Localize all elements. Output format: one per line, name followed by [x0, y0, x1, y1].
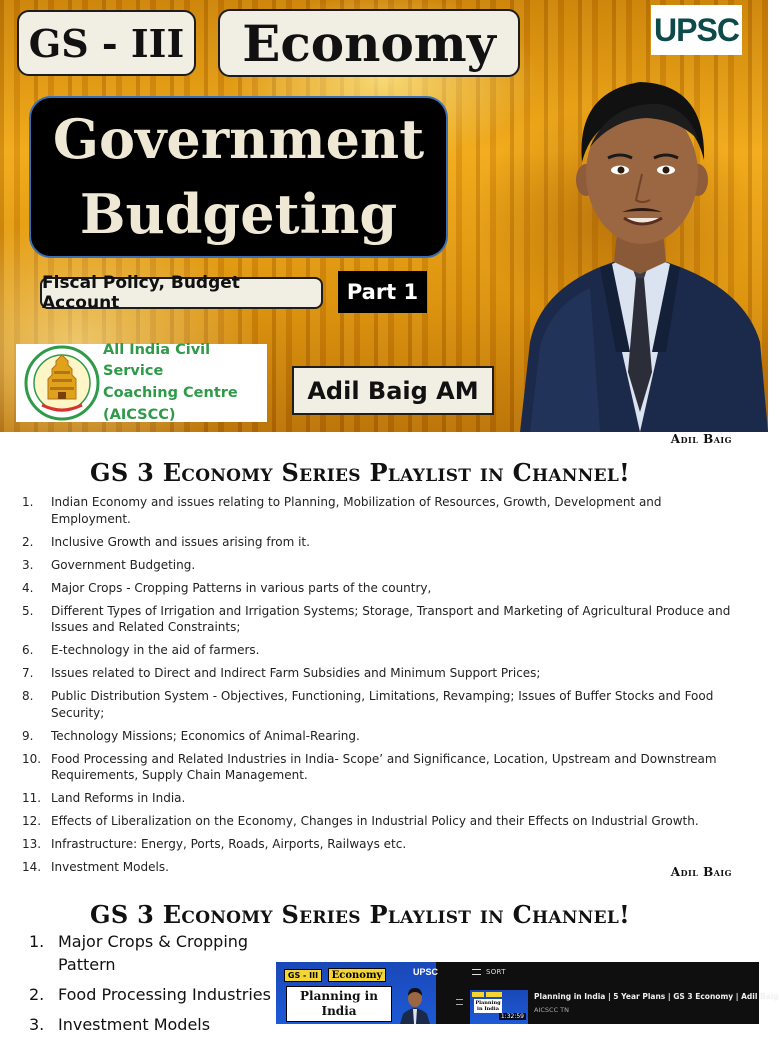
title-banner: [0, 0, 768, 432]
list-item: 1. Major Crops & Cropping Pattern: [29, 932, 249, 974]
list-item: 14. Investment Models.: [22, 860, 169, 874]
author-tag: Adil Baig: [670, 865, 732, 879]
video-channel[interactable]: AICSCC TN: [534, 1006, 570, 1014]
playlist-heading: GS 3 Economy Series Playlist in Channel!: [90, 900, 630, 929]
playlist-heading: GS 3 Economy Series Playlist in Channel!: [90, 458, 630, 487]
list-item: 3. Investment Models: [29, 1015, 211, 1034]
video-thumbnail[interactable]: [470, 990, 528, 1024]
institute-logo: [16, 341, 267, 423]
list-item: 3. Government Budgeting.: [22, 557, 196, 572]
playlist-thumbnail: [276, 962, 439, 1024]
institute-name-line1: All India Civil Service: [103, 341, 211, 380]
list-item: 1. Indian Economy and issues relating to Planning, Mobilization of Resources, Growth, Development and Employment.: [22, 495, 662, 526]
list-item: 13. Infrastructure: Energy, Ports, Roads, Airports, Railways etc.: [22, 837, 407, 851]
institute-name: [103, 340, 267, 427]
list-item: 4. Major Crops - Cropping Patterns in various parts of the country,: [22, 580, 432, 595]
list-item: 2. Inclusive Growth and issues arising from it.: [22, 534, 310, 549]
video-thumbnail-title: Planning in India: [475, 1000, 501, 1012]
playlist-video-row[interactable]: [456, 990, 779, 1020]
topic-title-line2: Budgeting: [79, 182, 398, 246]
thumbnail-subject-tag: Economy: [328, 968, 386, 982]
subject-tag: Economy: [218, 9, 520, 77]
video-title[interactable]: Planning in India | 5 Year Plans | GS 3 Economy | Adil Baig: [534, 992, 779, 1001]
topic-title: [29, 96, 448, 258]
thumbnail-gs-tag: GS - III: [284, 969, 322, 982]
list-item: 11. Land Reforms in India.: [22, 791, 186, 805]
sort-icon: [472, 969, 481, 975]
list-item: 8. Public Distribution System - Objectives, Functioning, Limitations, Revamping; Issues of Buffer Stocks and Food Security;: [22, 689, 714, 720]
presenter-name: Adil Baig AM: [292, 366, 494, 415]
list-item: 6. E-technology in the aid of farmers.: [22, 643, 260, 657]
youtube-playlist-screenshot: [276, 962, 779, 1024]
playlist-list: [29, 930, 279, 1043]
video-duration: 1:32:59: [500, 1013, 524, 1020]
list-item: 10. Food Processing and Related Industries in India- Scope’ and Significance, Location, Upstream and Downstream Requirements, Supply Chain Management.: [22, 751, 717, 782]
list-item: 2. Food Processing Industries: [29, 985, 271, 1004]
upsc-badge: UPSC: [651, 5, 742, 55]
part-label: Part 1: [338, 271, 427, 313]
thumbnail-upsc-badge: UPSC: [413, 967, 439, 977]
thumbnail-title: Planning in India: [286, 986, 392, 1022]
topic-subtitle: Fiscal Policy, Budget Account: [40, 277, 323, 309]
author-tag: Adil Baig: [670, 432, 732, 446]
drag-handle-icon[interactable]: [456, 999, 463, 1005]
syllabus-list: [22, 494, 742, 882]
sort-control[interactable]: SORT: [472, 968, 506, 976]
list-item: 5. Different Types of Irrigation and Irrigation Systems; Storage, Transport and Marketing of Agricultural Produce and Issues and Related Constraints;: [22, 603, 731, 634]
presenter-portrait: [520, 52, 768, 432]
list-item: 12. Effects of Liberalization on the Economy, Changes in Industrial Policy and their Effects on Industrial Growth.: [22, 814, 699, 828]
list-item: 7. Issues related to Direct and Indirect Farm Subsidies and Minimum Support Prices;: [22, 666, 541, 680]
topic-title-line1: Government: [52, 107, 425, 172]
tamil-nadu-emblem-icon: [24, 345, 100, 421]
list-item: 9. Technology Missions; Economics of Animal-Rearing.: [22, 728, 360, 743]
gs-paper-tag: GS - III: [17, 10, 196, 76]
institute-name-line3: (AICSCC): [103, 406, 176, 423]
presenter-avatar-icon: [400, 984, 430, 1024]
institute-name-line2: Coaching Centre: [103, 385, 238, 401]
